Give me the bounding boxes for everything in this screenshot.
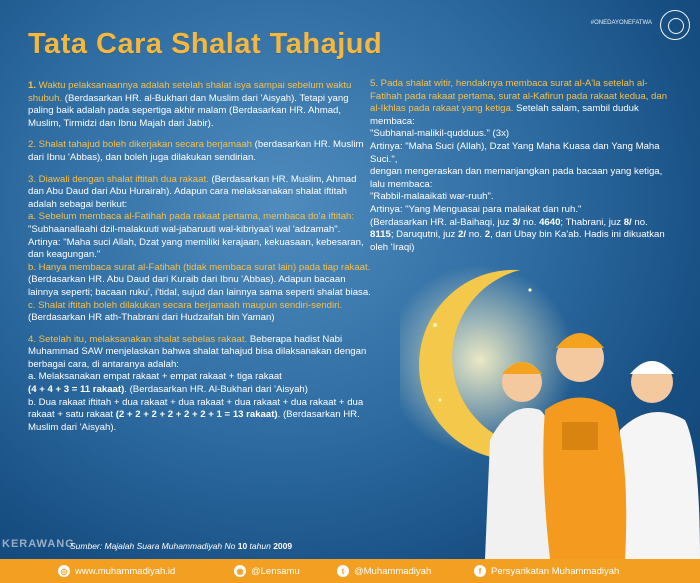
instagram-icon: ◉ — [234, 565, 246, 577]
right-column — [370, 78, 670, 263]
point-2: 2. Shalat tahajud boleh dikerjakan secara berjamaah (berdasarkan HR. Muslim dari Ibnu 'Abbas), dan boleh juga dilakukan sendirian. — [28, 139, 364, 163]
globe-icon: ◎ — [58, 565, 70, 577]
left-column — [28, 80, 373, 443]
website-link[interactable]: ◎ www.muhammadiyah.id — [58, 565, 175, 577]
page-title: Tata Cara Shalat Tahajud — [28, 28, 383, 60]
footer-bar — [0, 559, 700, 583]
instagram-link[interactable]: ◉ @Lensamu — [234, 565, 300, 577]
twitter-icon: t — [337, 565, 349, 577]
hashtag: #ONEDAYONEFATWA — [590, 20, 652, 26]
source-note: Sumber: Majalah Suara Muhammadiyah No 10 tahun 2009 — [70, 541, 293, 551]
moon-and-worshippers-illustration — [400, 250, 700, 559]
point-5: 5. Pada shalat witir, hendaknya membaca surat al-A'la setelah al-Fatihah pada rakaat pertama, surat al-Kafirun pada rakaat kedua, dan al-Ikhlas pada rakaat yang ketiga. Setelah salam, sambil duduk membaca: "Subhanal-malikil-qudduus." (3x) Artinya: "Maha Suci (Allah), Dzat Yang Maha Kuasa dan Yang Maha Suci.", dengan mengeraskan dan memanjangkan pada bacaan yang ketiga, lalu membaca: "Rabbil-malaaikati war-ruuh". Artinya: "Yang Menguasai para malaikat dan ruh." (Berdasarkan HR. al-Baihaqi, juz 3/ no. 4640; Thabrani, juz 8/ no. 8115; Daruqutni, juz 2/ no. 2, dari Ubay bin Ka'ab. Hadis ini dikuatkan oleh 'Iraqi) — [370, 78, 668, 253]
point-4: 4. Setelah itu, melaksanakan shalat sebelas rakaat. Beberapa hadist Nabi Muhammad SAW menjelaskan bahwa shalat tahajud bisa dilaksanakan dengan berbagai cara, di antaranya adalah: a. Melaksanakan empat rakaat + empat rakaat + tiga rakaat (4 + 4 + 3 = 11 rakaat). (Berdasarkan HR. Al-Bukhari dari 'Aisyah) b. Dua rakaat iftitah + dua rakaat + dua rakaat + dua rakaat + dua rakaat + dua rakaat + satu rakaat (2 + 2 + 2 + 2 + 2 + 2 + 1 = 13 rakaat). (Berdasarkan HR. Muslim dari 'Aisyah). — [28, 333, 367, 433]
point-1: 1. Waktu pelaksanaannya adalah setelah shalat isya sampai sebelum waktu shubuh. (Berdasarkan HR. al-Bukhari dan Muslim dari 'Aisyah). Tetapi yang paling baik adalah pada sepertiga akhir malam (Berdasarkan HR. Ahmad, Muslim, Tirmidzi dan Ibnu Majah dari Jabir). — [28, 80, 352, 129]
worshipper-right — [615, 361, 700, 559]
facebook-link[interactable]: f Persyarikatan Muhammadiyah — [474, 565, 619, 577]
point-3: 3. Diawali dengan shalat iftitah dua rakaat. (Berdasarkan HR. Muslim, Ahmad dan Abu Daud dari Abu Hurairah). Adapun cara melaksanakan shalat iftitah adalah sebagai berikut: a. Sebelum membaca al-Fatihah pada rakaat pertama, membaca do'a iftitah: "Subhaanallaahi dzil-malakuuti wal-jabaruuti wal-kibriyaa'i wal 'adzamah". Artinya: "Maha suci Allah, Dzat yang memiliki kerajaan, kekuasaan, kebesaran, dan keagungan." b. Hanya membaca surat al-Fatihah (tidak membaca surat lain) pada tiap rakaat. (Berdasarkan HR. Abu Daud dari Kuraib dari Ibnu 'Abbas). Adapun bacaan lainnya seperti; bacaan ruku', i'tidal, sujud dan lainnya sama seperti shalat biasa. c. Shalat iftitah boleh dilakukan secara berjamaah maupun sendiri-sendiri. (Berdasarkan HR ath-Thabrani dari Hudzaifah bin Yaman) — [28, 173, 371, 324]
facebook-icon: f — [474, 565, 486, 577]
muhammadiyah-logo-icon — [660, 10, 690, 40]
twitter-link[interactable]: t @Muhammadiyah — [337, 565, 431, 577]
watermark: KERAWANG — [2, 538, 75, 550]
